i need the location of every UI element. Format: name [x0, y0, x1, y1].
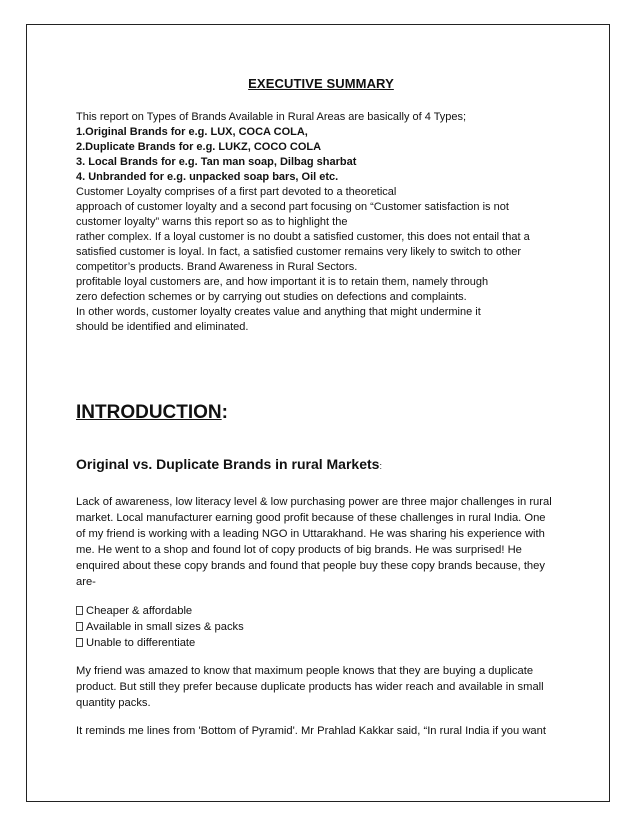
- summary-line: rather complex. If a loyal customer is no doubt a satisfied customer, this does not entail that a: [76, 231, 530, 243]
- summary-line: zero defection schemes or by carrying out studies on defections and complaints.: [76, 291, 467, 303]
- paragraph-line: of my friend is working with a leading NGO in Uttarakhand. He was sharing his experience with: [76, 528, 545, 540]
- paragraph-line: Lack of awareness, low literacy level & low purchasing power are three major challenges in rural: [76, 496, 552, 508]
- introduction-heading-colon: :: [221, 402, 228, 423]
- bullet-placeholder-icon: [76, 622, 83, 631]
- summary-line: 1.Original Brands for e.g. LUX, COCA COLA,: [76, 126, 308, 138]
- summary-line: customer loyalty” warns this report so as to highlight the: [76, 216, 348, 228]
- summary-line: competitor’s products. Brand Awareness in Rural Sectors.: [76, 261, 358, 273]
- paragraph-bottom-of-pyramid: [76, 723, 576, 739]
- bullet-placeholder-icon: [76, 606, 83, 615]
- summary-line: 4. Unbranded for e.g. unpacked soap bars, Oil etc.: [76, 171, 339, 183]
- paragraph-line: quantity packs.: [76, 697, 151, 709]
- paragraph-line: It reminds me lines from 'Bottom of Pyramid'. Mr Prahlad Kakkar said, “In rural India if you want: [76, 725, 546, 737]
- introduction-heading: [76, 401, 228, 425]
- summary-line: profitable loyal customers are, and how important it is to retain them, namely through: [76, 276, 489, 288]
- bullet-item: [76, 603, 576, 619]
- executive-summary-section: [76, 76, 566, 335]
- paragraph-line: are-: [76, 576, 96, 588]
- bullet-item: [76, 619, 576, 635]
- executive-summary-body: [76, 110, 566, 335]
- paragraph-line: enquired about these copy brands and found that people buy these copy brands because, they: [76, 560, 545, 572]
- summary-line: 2.Duplicate Brands for e.g. LUKZ, COCO COLA: [76, 141, 322, 153]
- paragraph-line: My friend was amazed to know that maximum people knows that they are buying a duplicate: [76, 665, 534, 677]
- summary-line: In other words, customer loyalty creates value and anything that might undermine it: [76, 306, 481, 318]
- subheading-text: Original vs. Duplicate Brands in rural Markets: [76, 456, 380, 472]
- bullet-text: Cheaper & affordable: [86, 605, 193, 617]
- subheading-colon: :: [379, 461, 382, 471]
- summary-line: 3. Local Brands for e.g. Tan man soap, Dilbag sharbat: [76, 156, 357, 168]
- summary-line: should be identified and eliminated.: [76, 321, 249, 333]
- bullet-text: Unable to differentiate: [86, 637, 196, 649]
- summary-line: This report on Types of Brands Available in Rural Areas are basically of 4 Types;: [76, 111, 467, 123]
- paragraph-friend-amazed: [76, 663, 576, 711]
- paragraph-line: product. But still they prefer because duplicate products has wider reach and available in small: [76, 681, 544, 693]
- executive-summary-title: EXECUTIVE SUMMARY: [248, 76, 394, 91]
- bullet-item: [76, 635, 576, 651]
- reasons-bullet-list: [76, 603, 576, 651]
- summary-line: Customer Loyalty comprises of a first part devoted to a theoretical: [76, 186, 397, 198]
- introduction-heading-text: INTRODUCTION: [76, 402, 222, 423]
- paragraph-line: me. He went to a shop and found lot of copy products of big brands. He was surprised! He: [76, 544, 522, 556]
- summary-line: approach of customer loyalty and a second part focusing on “Customer satisfaction is not: [76, 201, 509, 213]
- bullet-placeholder-icon: [76, 638, 83, 647]
- section-subheading: [76, 455, 382, 475]
- paragraph-line: market. Local manufacturer earning good profit because of these challenges in rural India. One: [76, 512, 546, 524]
- paragraph-challenges: [76, 494, 576, 590]
- summary-line: satisfied customer is loyal. In fact, a satisfied customer remains very likely to switch to other: [76, 246, 522, 258]
- bullet-text: Available in small sizes & packs: [86, 621, 244, 633]
